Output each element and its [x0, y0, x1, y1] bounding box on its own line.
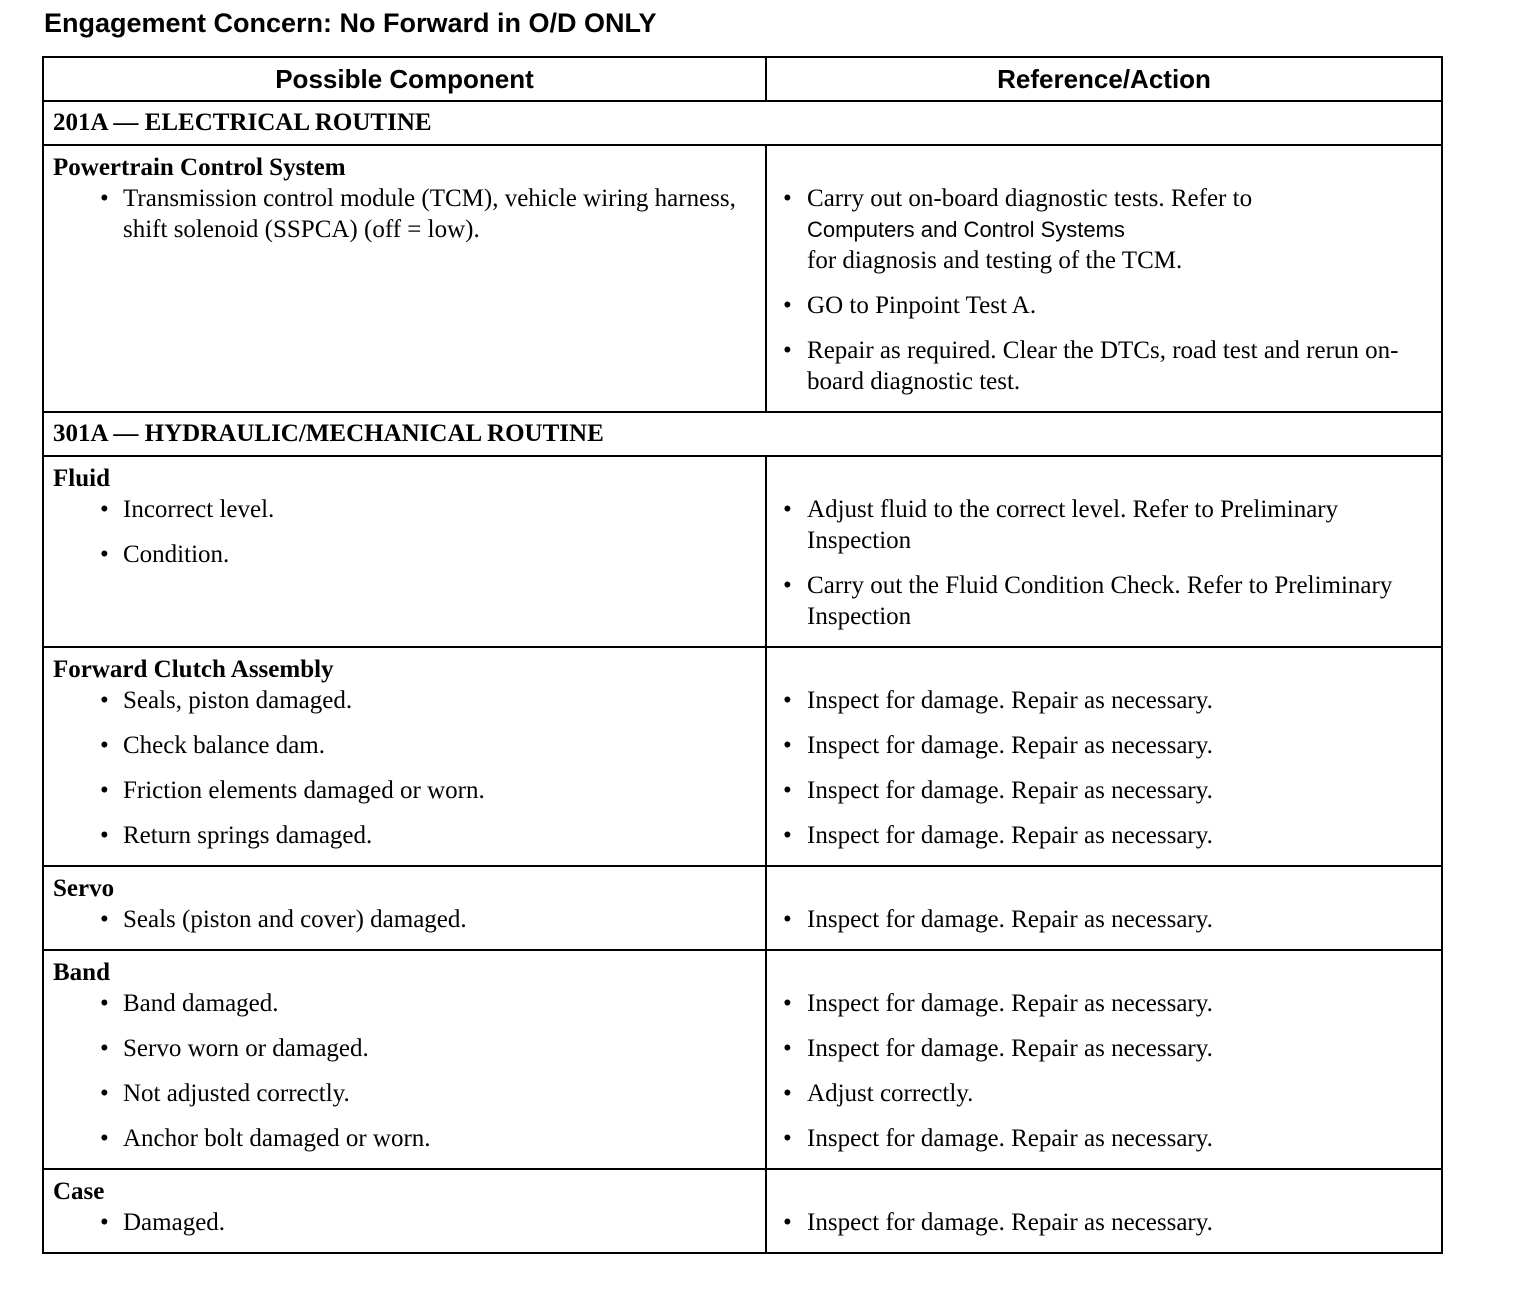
reference-cell [766, 1169, 1442, 1253]
bullet-icon: • [100, 541, 109, 568]
component-list [44, 494, 765, 570]
action-list [767, 685, 1441, 851]
action-item [767, 335, 1441, 397]
reference-spacer [767, 1170, 1441, 1207]
component-group-title: Band [53, 959, 110, 986]
bullet-icon: • [783, 496, 792, 523]
component-item [44, 685, 765, 716]
bullet-icon: • [783, 1080, 792, 1107]
component-list [44, 183, 765, 245]
reference-spacer [767, 457, 1441, 494]
action-text: Inspect for damage. Repair as necessary. [807, 777, 1213, 804]
action-text-continued: for diagnosis and testing of the TCM. [807, 247, 1183, 274]
bullet-icon: • [100, 1080, 109, 1107]
component-list [44, 1207, 765, 1238]
component-item-text: Transmission control module (TCM), vehicle wiring harness, shift solenoid (SSPCA) (off = low). [123, 185, 736, 243]
bullet-icon: • [100, 822, 109, 849]
cross-reference-link: Computers and Control Systems [807, 217, 1125, 242]
bullet-icon: • [100, 732, 109, 759]
reference-spacer [767, 867, 1441, 904]
component-item-text: Band damaged. [123, 990, 279, 1017]
component-item-text: Servo worn or damaged. [123, 1035, 369, 1062]
reference-spacer [767, 146, 1441, 183]
section-heading: 201A — ELECTRICAL ROUTINE [43, 101, 1442, 145]
action-item [767, 494, 1441, 556]
table-body [43, 101, 1442, 1253]
action-item [767, 1123, 1441, 1154]
action-text: Carry out on-board diagnostic tests. Refer to [807, 185, 1253, 212]
bullet-icon: • [100, 1125, 109, 1152]
section-row [43, 101, 1442, 145]
component-cell [43, 647, 766, 866]
component-item [44, 539, 765, 570]
component-item [44, 730, 765, 761]
action-text: Inspect for damage. Repair as necessary. [807, 687, 1213, 714]
component-group-title: Powertrain Control System [53, 154, 346, 181]
bullet-icon: • [100, 1035, 109, 1062]
bullet-icon: • [783, 572, 792, 599]
document-title: Engagement Concern: No Forward in O/D ONLY [44, 8, 657, 38]
component-item-text: Incorrect level. [123, 496, 275, 523]
component-item-text: Damaged. [123, 1209, 226, 1236]
action-text: Inspect for damage. Repair as necessary. [807, 1035, 1213, 1062]
action-list [767, 988, 1441, 1154]
component-list [44, 904, 765, 935]
action-list [767, 1207, 1441, 1238]
bullet-icon: • [100, 496, 109, 523]
bullet-icon: • [100, 777, 109, 804]
action-item [767, 775, 1441, 806]
component-group-title: Case [53, 1178, 105, 1205]
bullet-icon: • [783, 292, 792, 319]
action-item [767, 988, 1441, 1019]
action-text: Inspect for damage. Repair as necessary. [807, 906, 1213, 933]
header-reference-action: Reference/Action [766, 57, 1442, 101]
action-item [767, 685, 1441, 716]
header-possible-component: Possible Component [43, 57, 766, 101]
action-text: Inspect for damage. Repair as necessary. [807, 822, 1213, 849]
bullet-icon: • [100, 185, 109, 212]
bullet-icon: • [783, 732, 792, 759]
action-text: Repair as required. Clear the DTCs, road test and rerun on-board diagnostic test. [807, 337, 1399, 395]
component-item [44, 775, 765, 806]
table-header-row [43, 57, 1442, 101]
action-text: Inspect for damage. Repair as necessary. [807, 1209, 1213, 1236]
action-item [767, 570, 1441, 632]
component-list [44, 988, 765, 1154]
group-row [43, 456, 1442, 647]
bullet-icon: • [100, 687, 109, 714]
reference-spacer [767, 648, 1441, 685]
component-item [44, 1033, 765, 1064]
action-text: Adjust fluid to the correct level. Refer to Preliminary Inspection [807, 496, 1339, 554]
component-item [44, 1207, 765, 1238]
group-row [43, 145, 1442, 412]
component-cell [43, 1169, 766, 1253]
component-item-text: Friction elements damaged or worn. [123, 777, 485, 804]
component-item [44, 494, 765, 525]
bullet-icon: • [100, 990, 109, 1017]
bullet-icon: • [100, 906, 109, 933]
reference-cell [766, 866, 1442, 950]
section-row [43, 412, 1442, 456]
component-cell [43, 145, 766, 412]
component-item [44, 988, 765, 1019]
component-item [44, 1123, 765, 1154]
action-text: GO to Pinpoint Test A. [807, 292, 1037, 319]
action-item [767, 1207, 1441, 1238]
group-row [43, 1169, 1442, 1253]
bullet-icon: • [783, 822, 792, 849]
component-item-text: Condition. [123, 541, 230, 568]
bullet-icon: • [783, 1035, 792, 1062]
action-text: Adjust correctly. [807, 1080, 974, 1107]
action-item [767, 1078, 1441, 1109]
action-list [767, 904, 1441, 935]
diagnosis-table [42, 56, 1443, 1254]
bullet-icon: • [783, 185, 792, 212]
group-row [43, 950, 1442, 1169]
action-text: Inspect for damage. Repair as necessary. [807, 1125, 1213, 1152]
component-group-title: Forward Clutch Assembly [53, 656, 334, 683]
reference-cell [766, 456, 1442, 647]
reference-cell [766, 647, 1442, 866]
bullet-icon: • [783, 1209, 792, 1236]
group-row [43, 866, 1442, 950]
action-text: Inspect for damage. Repair as necessary. [807, 732, 1213, 759]
component-item-text: Anchor bolt damaged or worn. [123, 1125, 431, 1152]
component-cell [43, 866, 766, 950]
component-item [44, 820, 765, 851]
component-item-text: Return springs damaged. [123, 822, 373, 849]
action-item [767, 730, 1441, 761]
reference-cell [766, 145, 1442, 412]
bullet-icon: • [783, 777, 792, 804]
bullet-icon: • [783, 687, 792, 714]
component-item [44, 904, 765, 935]
component-item-text: Seals (piston and cover) damaged. [123, 906, 467, 933]
component-group-title: Fluid [53, 465, 110, 492]
component-item [44, 1078, 765, 1109]
section-heading: 301A — HYDRAULIC/MECHANICAL ROUTINE [43, 412, 1442, 456]
bullet-icon: • [783, 1125, 792, 1152]
component-item [44, 183, 765, 245]
action-item [767, 183, 1441, 276]
action-list [767, 183, 1441, 397]
action-text: Carry out the Fluid Condition Check. Refer to Preliminary Inspection [807, 572, 1393, 630]
bullet-icon: • [783, 906, 792, 933]
reference-cell [766, 950, 1442, 1169]
component-item-text: Not adjusted correctly. [123, 1080, 350, 1107]
action-text: Inspect for damage. Repair as necessary. [807, 990, 1213, 1017]
bullet-icon: • [783, 990, 792, 1017]
component-item-text: Check balance dam. [123, 732, 325, 759]
bullet-icon: • [783, 337, 792, 364]
action-item [767, 820, 1441, 851]
action-item [767, 1033, 1441, 1064]
action-item [767, 904, 1441, 935]
component-list [44, 685, 765, 851]
bullet-icon: • [100, 1209, 109, 1236]
component-item-text: Seals, piston damaged. [123, 687, 353, 714]
component-cell [43, 456, 766, 647]
reference-spacer [767, 951, 1441, 988]
component-cell [43, 950, 766, 1169]
group-row [43, 647, 1442, 866]
action-item [767, 290, 1441, 321]
component-group-title: Servo [53, 875, 115, 902]
action-list [767, 494, 1441, 632]
